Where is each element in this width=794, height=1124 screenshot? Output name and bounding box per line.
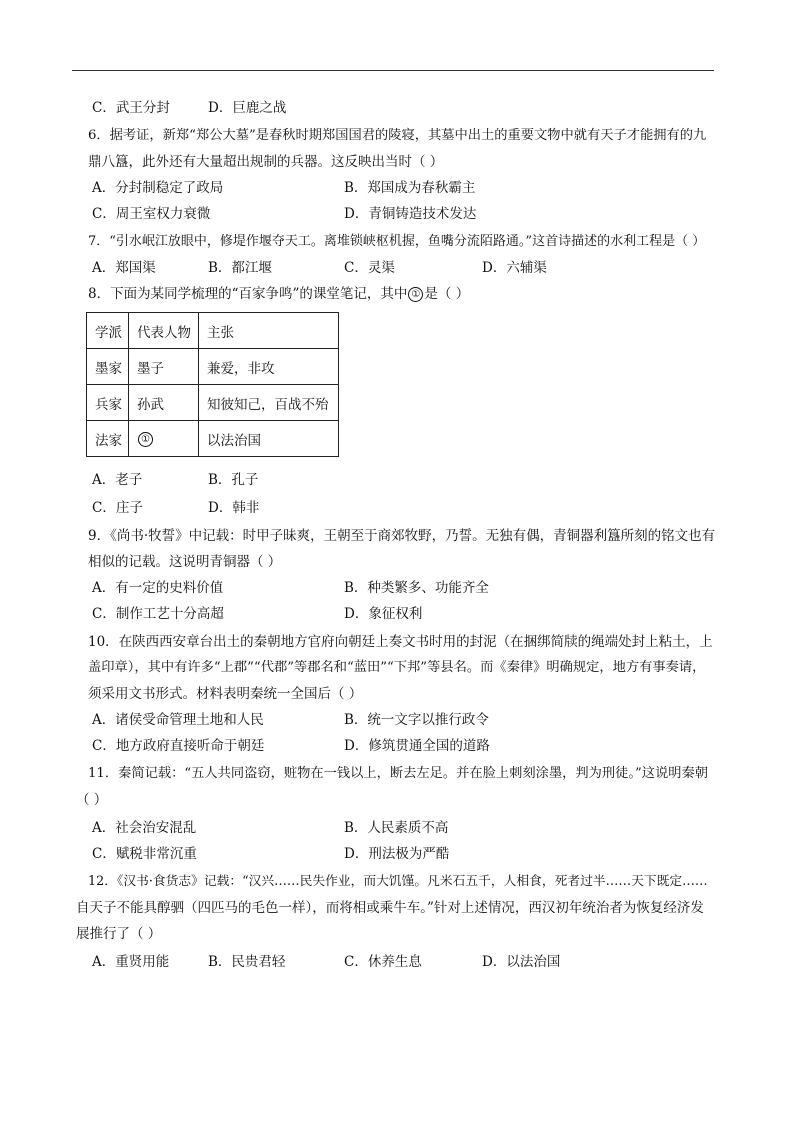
table-row [87,349,339,385]
q6-option-b: B．郑国成为春秋霸主 [344,180,476,196]
table-cell: 法家 [87,421,129,457]
school-thought-table [86,312,339,457]
q8-option-d: D．韩非 [208,500,260,516]
q12-stem-line1: 12．《汉书·食货志》记载：“汉兴……民失作业，而大饥馑。凡米石五千，人相食，死者过半……天下既定…… [88,874,708,889]
table-cell [129,421,199,457]
q11-option-c: C．赋税非常沉重 [92,846,197,862]
table-row [87,385,339,421]
q5-option-c: C．武王分封 [92,100,170,116]
q8-option-b: B．孔子 [208,472,259,488]
q10-stem-line3: 须采用文书形式。材料表明秦统一全国后（ ） [88,686,363,702]
table-header-cell: 学派 [87,313,129,349]
q8-blank-marker: ① [408,287,423,302]
table-cell: 墨家 [87,349,129,385]
q8-option-c: C．庄子 [92,500,143,516]
q8-stem-text: 8．下面为某同学梳理的“百家争鸣”的课堂笔记，其中 [88,286,408,302]
q6-stem-line1: 6．据考证，新郑“郑公大墓”是春秋时期郑国国君的陵寝，其墓中出土的重要文物中就有天子才能拥有的九 [88,128,707,143]
table-cell: 孙武 [129,385,199,421]
q12-stem-line3: 展推行了（ ） [76,926,162,942]
table-header-cell: 代表人物 [129,313,199,349]
table-cell: 兵家 [87,385,129,421]
q9-option-a: A．有一定的史料价值 [92,580,224,596]
q10-stem-line2: 盖印章），其中有许多“上郡”“代郡”等郡名和“蓝田”“下邦”等县名。而《秦律》明确规定，地方有事奏请， [88,660,706,675]
table-row [87,421,339,457]
table-cell: 墨子 [129,349,199,385]
q7-option-b: B．都江堰 [208,260,272,276]
q10-option-c: C．地方政府直接听命于朝廷 [92,738,265,754]
q12-option-b: B．民贵君轻 [208,954,286,970]
q7-option-d: D．六辅渠 [482,260,547,276]
header-rule [72,70,714,71]
q12-stem-line2: 自天子不能具醇驷（四匹马的毛色一样），而将相或乘牛车。”针对上述情况，西汉初年统治者为恢复经济发 [76,900,704,916]
table-header-row [87,313,339,349]
q9-option-b: B．种类繁多、功能齐全 [344,580,489,596]
table-blank-marker: ① [138,432,153,447]
q11-option-a: A．社会治安混乱 [92,820,197,836]
q5-option-d: D．巨鹿之战 [208,100,287,116]
q9-option-c: C．制作工艺十分高超 [92,606,224,622]
q6-stem-line2: 鼎八簋，此外还有大量超出规制的兵器。这反映出当时（ ） [88,154,444,170]
q12-option-c: C．休养生息 [344,954,422,970]
q7-option-c: C．灵渠 [344,260,395,276]
q10-option-d: D．修筑贯通全国的道路 [344,738,490,754]
q6-option-d: D．青铜铸造技术发达 [344,206,477,222]
q10-option-b: B．统一文字以推行政令 [344,712,489,728]
table-cell: 兼爱，非攻 [199,349,339,385]
q8-stem-line1 [88,284,469,304]
q11-option-d: D．刑法极为严酷 [344,846,450,862]
table-cell: 知彼知己，百战不殆 [199,385,339,421]
q7-stem-line1: 7．“引水岷江放眼中，修堤作堰夺天工。离堆锁峡枢机握，鱼嘴分流陌路通。”这首诗描述的水利工程是（ ） [88,234,706,249]
q6-option-c: C．周王室权力衰微 [92,206,211,222]
q9-option-d: D．象征权利 [344,606,423,622]
q12-option-d: D．以法治国 [482,954,561,970]
q9-stem-line2: 相似的记载。这说明青铜器（ ） [88,554,282,570]
q9-stem-line1: 9．《尚书·牧誓》中记载：时甲子昧爽，王朝至于商郊牧野，乃誓。无独有偶，青铜器利簋所刻的铭文也有 [88,528,716,544]
q12-option-a: A．重贤用能 [92,954,170,970]
q11-stem-line2: （ ） [76,792,108,808]
q6-option-a: A．分封制稳定了政局 [92,180,224,196]
q11-stem-line1: 11．秦简记载：“五人共同盗窃，赃物在一钱以上，断去左足。并在脸上刺刻涂墨，判为刑徒。”这说明秦朝 [88,766,709,781]
table-cell: 以法治国 [199,421,339,457]
q7-option-a: A．郑国渠 [92,260,156,276]
q10-option-a: A．诸侯受命管理土地和人民 [92,712,264,728]
q8-option-a: A．老子 [92,472,143,488]
q8-stem-tail: 是（ ） [424,286,470,302]
q10-stem-line1: 10．在陕西西安章台出土的秦朝地方官府向朝廷上奏文书时用的封泥（在捆绑简牍的绳端处封上粘土，上 [88,634,713,650]
table-header-cell: 主张 [199,313,339,349]
q11-option-b: B．人民素质不高 [344,820,449,836]
